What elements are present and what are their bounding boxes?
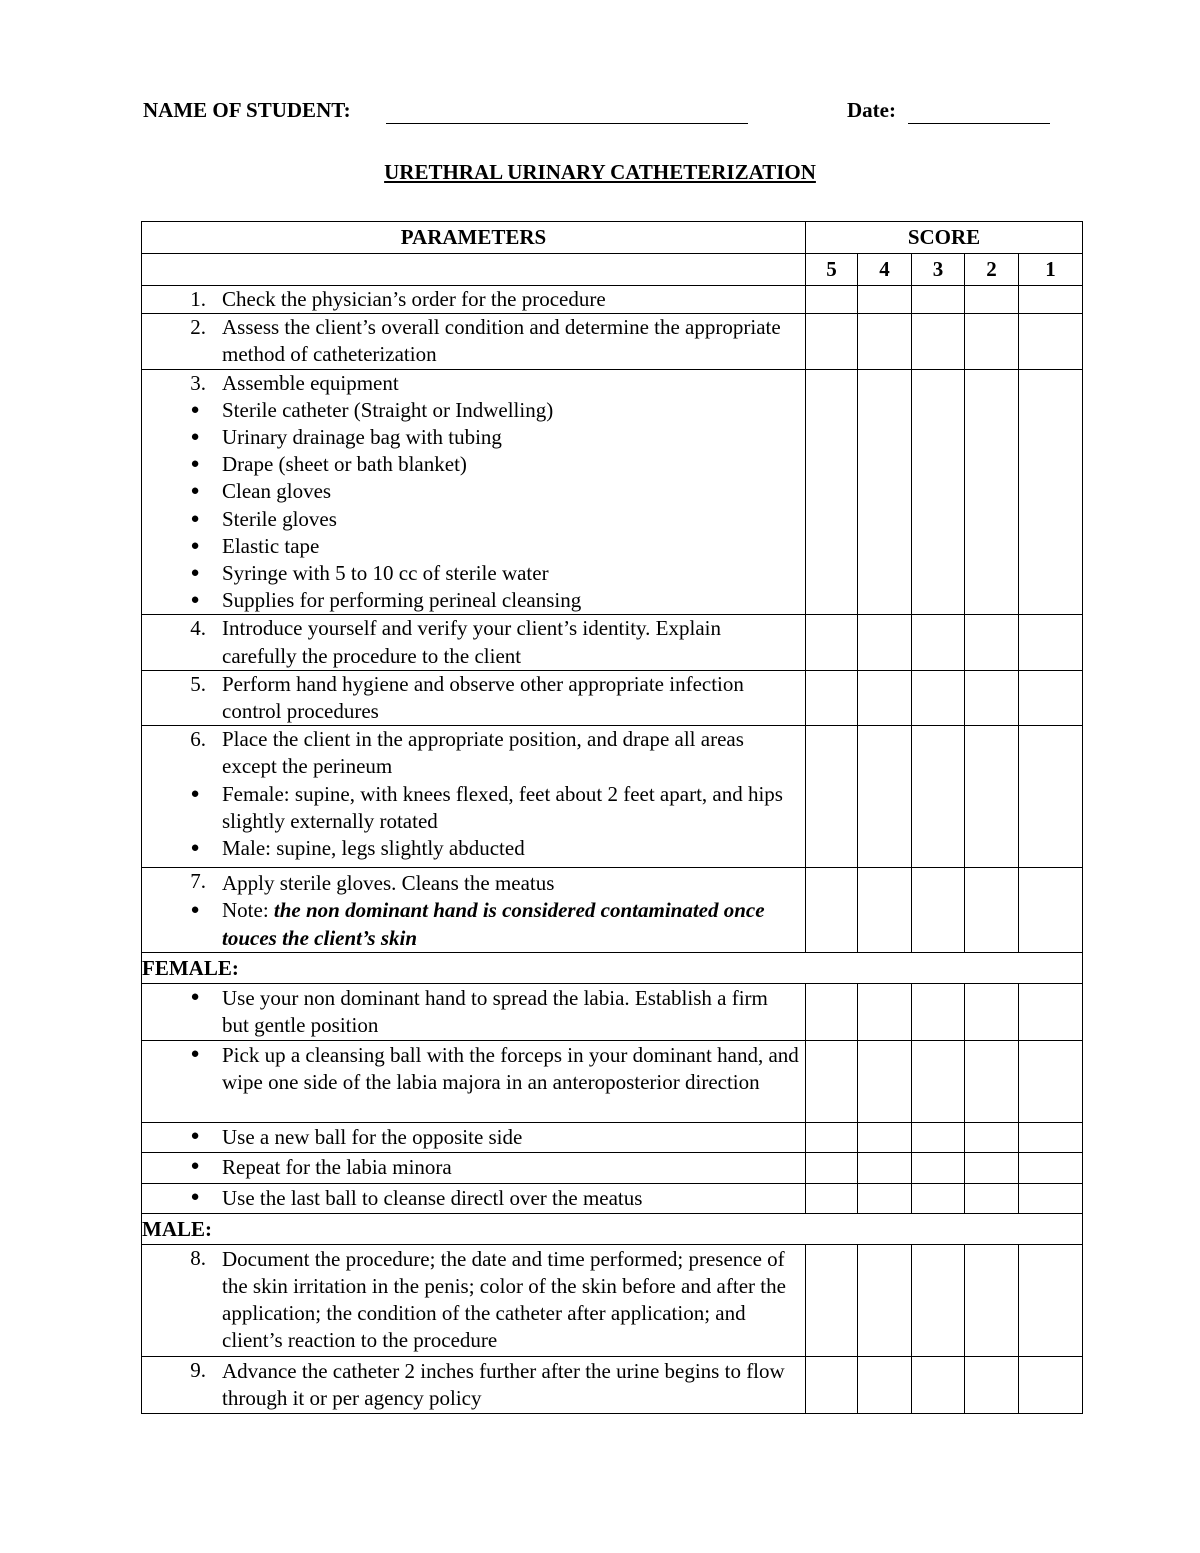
item-text: Male: supine, legs slightly abducted	[222, 836, 525, 861]
score-1-header: 1	[1019, 254, 1083, 286]
score-cell[interactable]	[858, 1356, 912, 1413]
equipment-item	[142, 451, 805, 478]
item-text: Sterile gloves	[222, 506, 337, 531]
step-number: 9.	[190, 1357, 206, 1382]
table-row	[142, 1153, 1083, 1183]
bullet-icon: ●	[190, 902, 200, 919]
student-name-label: NAME OF STUDENT:	[143, 98, 351, 122]
score-cell[interactable]	[858, 615, 912, 670]
score-cell[interactable]	[912, 1244, 965, 1356]
section-row-male	[142, 1213, 1083, 1244]
score-cell[interactable]	[858, 314, 912, 369]
step-2	[142, 314, 805, 368]
equipment-item	[142, 560, 805, 587]
checklist-table	[141, 221, 1083, 1414]
score-cell[interactable]	[806, 1041, 858, 1123]
score-cell[interactable]	[912, 314, 965, 369]
equipment-item	[142, 478, 805, 505]
bullet-icon: ●	[190, 510, 200, 527]
header-row	[142, 222, 1083, 254]
bullet-icon: ●	[190, 1158, 200, 1175]
score-cell[interactable]	[806, 1153, 858, 1183]
score-cell[interactable]	[965, 1183, 1019, 1213]
score-cell[interactable]	[912, 726, 965, 868]
bullet-icon: ●	[190, 537, 200, 554]
female-step	[142, 1123, 805, 1152]
score-cell[interactable]	[965, 314, 1019, 369]
score-cell[interactable]	[806, 868, 858, 953]
equipment-item	[142, 506, 805, 533]
score-cell[interactable]	[806, 369, 858, 615]
score-cell[interactable]	[912, 1356, 965, 1413]
table-row	[142, 369, 1083, 615]
step-text: Document the procedure; the date and time performed; presence of the skin irritation in the penis; color of the skin before and after the application; the condition of the catheter after application; and client’s reaction to the procedure	[222, 1246, 786, 1353]
item-text: Drape (sheet or bath blanket)	[222, 452, 467, 477]
score-cell[interactable]	[912, 286, 965, 314]
step-number: 6.	[190, 727, 206, 752]
step-text: Assess the client’s overall condition and determine the appropriate method of catheterization	[222, 315, 781, 367]
header	[143, 98, 1053, 128]
score-cell[interactable]	[806, 1356, 858, 1413]
equipment-item	[142, 424, 805, 451]
score-cell[interactable]	[912, 615, 965, 670]
bullet-icon: ●	[190, 483, 200, 500]
date-blank[interactable]	[908, 123, 1050, 124]
score-cell[interactable]	[1019, 286, 1083, 314]
score-cell[interactable]	[1019, 1041, 1083, 1123]
score-cell[interactable]	[1019, 314, 1083, 369]
date-label: Date:	[847, 98, 896, 122]
score-cell[interactable]	[806, 983, 858, 1040]
step-number: 8.	[190, 1245, 206, 1270]
female-section-label: FEMALE:	[142, 952, 1083, 983]
score-cell[interactable]	[912, 1123, 965, 1153]
table-row	[142, 670, 1083, 725]
score-cell[interactable]	[912, 868, 965, 953]
student-name-blank[interactable]	[386, 123, 748, 124]
item-text: Supplies for performing perineal cleansing	[222, 588, 582, 613]
step-number: 3.	[190, 370, 206, 395]
score-cell[interactable]	[1019, 1244, 1083, 1356]
bullet-icon: ●	[190, 456, 200, 473]
step-number: 4.	[190, 616, 206, 641]
parameters-header: PARAMETERS	[142, 222, 806, 254]
female-step	[142, 1153, 805, 1182]
table-row	[142, 726, 1083, 868]
bullet-icon: ●	[190, 1128, 200, 1145]
bullet-icon: ●	[190, 565, 200, 582]
female-step	[142, 984, 805, 1040]
score-5-header: 5	[806, 254, 858, 286]
bullet-icon: ●	[190, 429, 200, 446]
score-cell[interactable]	[1019, 726, 1083, 868]
item-text: Clean gloves	[222, 479, 332, 504]
score-cell[interactable]	[965, 369, 1019, 615]
section-row-female	[142, 952, 1083, 983]
item-text: Female: supine, with knees flexed, feet about 2 feet apart, and hips slightly externally rotated	[222, 781, 783, 833]
step-number: 2.	[190, 315, 206, 340]
step-number: 5.	[190, 671, 206, 696]
step-number: 7.	[190, 869, 206, 894]
score-header: SCORE	[806, 222, 1083, 254]
step-text: Check the physician’s order for the procedure	[222, 287, 606, 311]
blank-header-cell	[142, 254, 806, 286]
score-cell[interactable]	[1019, 369, 1083, 615]
step-text: Use the last ball to cleanse directl over the meatus	[222, 1185, 643, 1210]
score-cell[interactable]	[806, 726, 858, 868]
score-cell[interactable]	[965, 286, 1019, 314]
step-text: Place the client in the appropriate position, and drape all areas except the perineum	[222, 727, 744, 779]
score-cell[interactable]	[965, 726, 1019, 868]
step-4	[142, 615, 805, 669]
position-item	[142, 835, 805, 862]
score-cell[interactable]	[806, 615, 858, 670]
score-cell[interactable]	[858, 726, 912, 868]
table-row	[142, 1123, 1083, 1153]
step-7	[142, 868, 805, 897]
step-6	[142, 726, 805, 780]
table-row	[142, 983, 1083, 1040]
score-cell[interactable]	[912, 1153, 965, 1183]
step-1	[142, 286, 805, 313]
score-cell[interactable]	[1019, 868, 1083, 953]
position-item	[142, 781, 805, 835]
score-cell[interactable]	[1019, 615, 1083, 670]
bullet-icon: ●	[190, 592, 200, 609]
score-2-header: 2	[965, 254, 1019, 286]
bullet-icon: ●	[190, 1188, 200, 1205]
female-step	[142, 1184, 805, 1213]
score-cell[interactable]	[858, 1244, 912, 1356]
table-row	[142, 1356, 1083, 1413]
item-text: Urinary drainage bag with tubing	[222, 425, 502, 450]
bullet-icon: ●	[190, 401, 200, 418]
score-cell[interactable]	[912, 369, 965, 615]
score-cell[interactable]	[912, 1183, 965, 1213]
note-emphasis: the non dominant hand is considered contaminated once touces the client’s skin	[222, 898, 765, 950]
table-row	[142, 314, 1083, 369]
bullet-icon: ●	[190, 840, 200, 857]
score-cell[interactable]	[965, 868, 1019, 953]
female-step	[142, 1041, 805, 1097]
item-text: Sterile catheter (Straight or Indwelling)	[222, 397, 554, 422]
score-cell[interactable]	[858, 286, 912, 314]
item-text: Syringe with 5 to 10 cc of sterile water	[222, 561, 549, 586]
score-cell[interactable]	[965, 1153, 1019, 1183]
step-number: 1.	[190, 287, 206, 311]
equipment-item	[142, 587, 805, 614]
score-cell[interactable]	[858, 983, 912, 1040]
equipment-item	[142, 533, 805, 560]
note-prefix: Note:	[222, 898, 274, 923]
step-text: Assemble equipment	[222, 370, 399, 395]
score-cell[interactable]	[1019, 1153, 1083, 1183]
step-5	[142, 671, 805, 725]
table-row	[142, 1244, 1083, 1356]
score-cell[interactable]	[806, 286, 858, 314]
score-cell[interactable]	[965, 670, 1019, 725]
score-cell[interactable]	[912, 1041, 965, 1123]
bullet-icon: ●	[190, 785, 200, 802]
table-row	[142, 286, 1083, 314]
step-text: Perform hand hygiene and observe other appropriate infection control procedures	[222, 671, 744, 724]
step-9	[142, 1357, 805, 1413]
score-cell[interactable]	[806, 1123, 858, 1153]
item-text: Elastic tape	[222, 533, 320, 558]
step-text: Use a new ball for the opposite side	[222, 1125, 523, 1150]
score-cell[interactable]	[858, 1041, 912, 1123]
score-cell[interactable]	[1019, 1183, 1083, 1213]
table-row	[142, 1041, 1083, 1123]
score-cell[interactable]	[965, 1041, 1019, 1123]
bullet-icon: ●	[190, 988, 200, 1005]
score-cell[interactable]	[965, 1244, 1019, 1356]
bullet-icon: ●	[190, 1046, 200, 1063]
step-text: Repeat for the labia minora	[222, 1155, 452, 1180]
table-row	[142, 868, 1083, 953]
step-text: Advance the catheter 2 inches further after the urine begins to flow through it or per agency policy	[222, 1358, 785, 1410]
step-text: Introduce yourself and verify your client’s identity. Explain carefully the procedure to the client	[222, 616, 721, 668]
score-4-header: 4	[858, 254, 912, 286]
score-cell[interactable]	[858, 868, 912, 953]
score-cell[interactable]	[965, 615, 1019, 670]
step-3	[142, 370, 805, 397]
score-cell[interactable]	[858, 369, 912, 615]
document-title: URETHRAL URINARY CATHETERIZATION	[384, 160, 816, 184]
score-cell[interactable]	[806, 1183, 858, 1213]
score-cell[interactable]	[858, 1153, 912, 1183]
step-text: Use your non dominant hand to spread the labia. Establish a firm but gentle position	[222, 985, 768, 1038]
score-cell[interactable]	[1019, 670, 1083, 725]
score-cell[interactable]	[1019, 1356, 1083, 1413]
score-cell[interactable]	[858, 1183, 912, 1213]
score-cell[interactable]	[806, 1244, 858, 1356]
note-item	[142, 897, 805, 951]
table-row	[142, 615, 1083, 670]
score-cell[interactable]	[912, 983, 965, 1040]
score-cell[interactable]	[1019, 983, 1083, 1040]
score-number-row	[142, 254, 1083, 286]
score-cell[interactable]	[912, 670, 965, 725]
score-cell[interactable]	[965, 1123, 1019, 1153]
table-row	[142, 1183, 1083, 1213]
step-8	[142, 1245, 805, 1356]
step-text: Pick up a cleansing ball with the forceps in your dominant hand, and wipe one side of the labia majora in an anteroposterior direction	[222, 1043, 799, 1095]
step-text: Apply sterile gloves. Cleans the meatus	[222, 871, 555, 896]
equipment-item	[142, 397, 805, 424]
score-cell[interactable]	[806, 314, 858, 369]
score-cell[interactable]	[965, 983, 1019, 1040]
score-cell[interactable]	[1019, 1123, 1083, 1153]
score-3-header: 3	[912, 254, 965, 286]
score-cell[interactable]	[965, 1356, 1019, 1413]
score-cell[interactable]	[806, 670, 858, 725]
male-section-label: MALE:	[142, 1213, 1083, 1244]
score-cell[interactable]	[858, 1123, 912, 1153]
score-cell[interactable]	[858, 670, 912, 725]
